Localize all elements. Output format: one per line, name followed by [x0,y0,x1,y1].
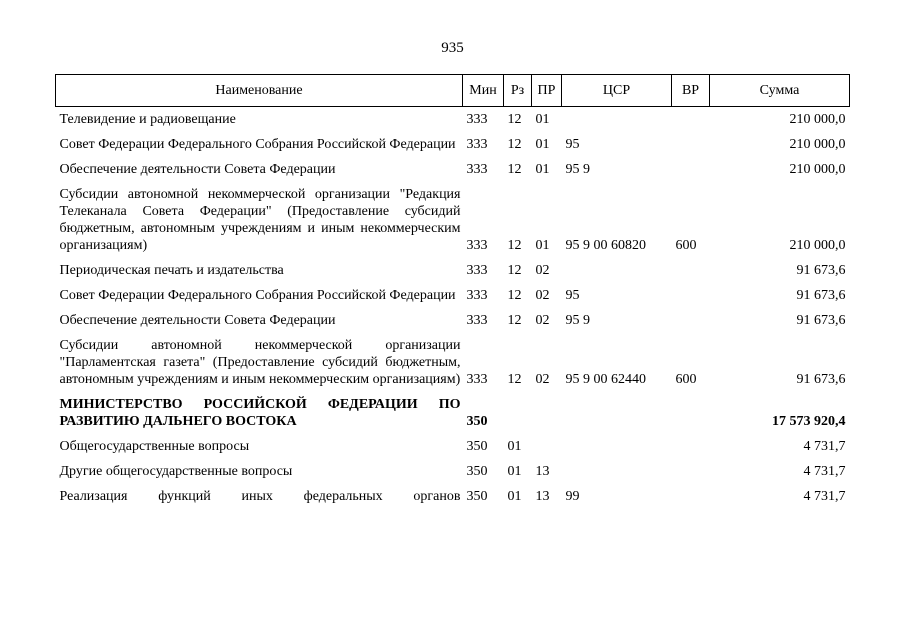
table-row [56,392,850,434]
cell-name: Реализация функций иных федеральных органов [59,489,461,504]
cell-csr: 95 [565,137,580,152]
cell-pr: 01 [535,238,550,253]
cell-vr [672,484,710,509]
budget-table [55,74,850,509]
cell-name: Периодическая печать и издательства [59,263,284,278]
table-row [56,157,850,182]
column-header-csr: ЦСР [562,75,672,107]
cell-csr: 95 [565,288,580,303]
cell-min: 350 [466,464,488,479]
cell-csr [562,392,672,434]
cell-vr [672,392,710,434]
cell-sum: 91 673,6 [796,313,846,328]
cell-rz: 12 [507,313,522,328]
cell-csr [562,434,672,459]
cell-min: 333 [466,288,488,303]
cell-name: Обеспечение деятельности Совета Федерации [59,313,336,328]
page-number: 935 [441,40,464,56]
cell-vr: 600 [675,238,697,253]
cell-pr: 01 [535,137,550,152]
cell-rz: 12 [507,372,522,387]
cell-csr [562,107,672,133]
cell-pr: 13 [535,489,550,504]
cell-name: Совет Федерации Федерального Собрания Российской Федерации [59,137,456,152]
cell-pr: 01 [535,112,550,127]
cell-name: Телевидение и радиовещание [59,112,236,127]
cell-rz: 01 [507,489,522,504]
cell-min: 333 [466,238,488,253]
cell-name: Общегосударственные вопросы [59,439,250,454]
table-row [56,434,850,459]
cell-sum: 210 000,0 [789,137,846,152]
cell-pr: 01 [535,162,550,177]
cell-sum: 91 673,6 [796,288,846,303]
table-row [56,182,850,258]
cell-vr [672,107,710,133]
cell-vr [672,283,710,308]
cell-name: МИНИСТЕРСТВО РОССИЙСКОЙ ФЕДЕРАЦИИ ПО РАЗВИТИЮ ДАЛЬНЕГО ВОСТОКА [59,397,461,429]
cell-pr: 13 [535,464,550,479]
cell-pr: 02 [535,288,550,303]
cell-name: Обеспечение деятельности Совета Федерации [59,162,336,177]
cell-min: 350 [466,489,488,504]
cell-sum: 210 000,0 [789,162,846,177]
cell-vr [672,258,710,283]
table-body [56,107,850,510]
cell-min: 333 [466,263,488,278]
cell-name: Другие общегосударственные вопросы [59,464,293,479]
cell-rz [504,392,532,434]
column-header-min: Мин [463,75,504,107]
cell-pr: 02 [535,372,550,387]
cell-min: 333 [466,313,488,328]
cell-rz: 12 [507,238,522,253]
cell-sum: 4 731,7 [803,439,846,454]
cell-sum: 17 573 920,4 [772,414,846,429]
cell-csr: 95 9 [565,313,590,328]
cell-rz: 01 [507,464,522,479]
cell-csr: 95 9 00 62440 [565,372,646,387]
cell-pr [532,392,562,434]
column-header-vr: ВР [672,75,710,107]
cell-csr: 95 9 00 60820 [565,238,646,253]
cell-vr [672,132,710,157]
cell-sum: 91 673,6 [796,372,846,387]
cell-pr: 02 [535,263,550,278]
column-header-pr: ПР [532,75,562,107]
table-row [56,484,850,509]
cell-csr [562,258,672,283]
cell-name: Субсидии автономной некоммерческой организации "Парламентская газета" (Предоставление субсидий бюджетным, автономным учреждениям и иным некоммерческим организациям) [59,338,461,387]
cell-sum: 4 731,7 [803,489,846,504]
table-row [56,283,850,308]
cell-rz: 01 [507,439,522,454]
table-row [56,107,850,133]
cell-csr: 99 [565,489,580,504]
cell-rz: 12 [507,263,522,278]
column-header-rz: Рз [504,75,532,107]
cell-min: 350 [466,439,488,454]
cell-min: 333 [466,162,488,177]
cell-rz: 12 [507,137,522,152]
cell-sum: 210 000,0 [789,238,846,253]
cell-min: 333 [466,372,488,387]
column-header-name: Наименование [56,75,463,107]
table-row [56,258,850,283]
table-header-row [56,75,850,107]
cell-min: 333 [466,137,488,152]
cell-min: 333 [466,112,488,127]
cell-sum: 91 673,6 [796,263,846,278]
cell-rz: 12 [507,288,522,303]
cell-name: Субсидии автономной некоммерческой организации "Редакция Телеканала Совета Федерации" (Предоставление субсидий бюджетным, автономным учреждениям и иным некоммерческим организациям) [59,187,461,253]
cell-pr: 02 [535,313,550,328]
cell-vr [672,308,710,333]
column-header-sum: Сумма [710,75,850,107]
cell-csr: 95 9 [565,162,590,177]
cell-min: 350 [466,414,488,429]
cell-name: Совет Федерации Федерального Собрания Российской Федерации [59,288,456,303]
cell-vr: 600 [675,372,697,387]
table-row [56,459,850,484]
cell-sum: 210 000,0 [789,112,846,127]
cell-vr [672,434,710,459]
table-row [56,308,850,333]
table-row [56,333,850,392]
cell-pr [532,434,562,459]
cell-rz: 12 [507,112,522,127]
cell-vr [672,459,710,484]
cell-vr [672,157,710,182]
cell-rz: 12 [507,162,522,177]
cell-sum: 4 731,7 [803,464,846,479]
cell-csr [562,459,672,484]
table-row [56,132,850,157]
